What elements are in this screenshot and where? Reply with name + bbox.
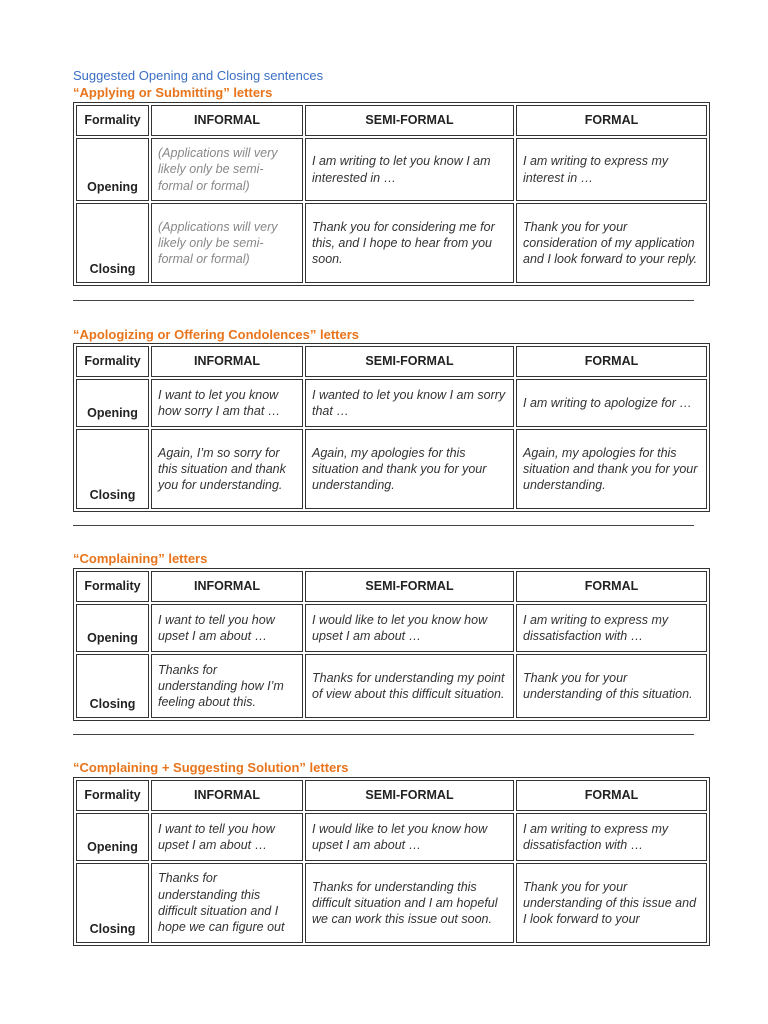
cell-opening-informal: (Applications will very likely only be semi-formal or formal) <box>151 138 303 201</box>
row-label-closing: Closing <box>76 203 149 283</box>
table-row-opening <box>76 379 707 427</box>
cell-opening-semi-formal: I would like to let you know how upset I am about … <box>305 813 514 861</box>
cell-closing-informal: Again, I’m so sorry for this situation and thank you for understanding. <box>151 429 303 509</box>
cell-opening-formal: I am writing to express my dissatisfaction with … <box>516 813 707 861</box>
table-row-opening <box>76 604 707 652</box>
table-row-opening <box>76 813 707 861</box>
cell-closing-formal: Again, my apologies for this situation and thank you for your understanding. <box>516 429 707 509</box>
header-informal: INFORMAL <box>151 571 303 602</box>
header-formality: Formality <box>76 780 149 811</box>
row-label-closing: Closing <box>76 863 149 943</box>
cell-opening-informal: I want to tell you how upset I am about … <box>151 813 303 861</box>
cell-closing-informal: Thanks for understanding how I’m feeling about this. <box>151 654 303 718</box>
header-formal: FORMAL <box>516 105 707 136</box>
cell-closing-formal: Thank you for your understanding of this situation. <box>516 654 707 718</box>
cell-closing-semi-formal: Thanks for understanding this difficult situation and I am hopeful we can work this issue out soon. <box>305 863 514 943</box>
cell-opening-semi-formal: I would like to let you know how upset I am about … <box>305 604 514 652</box>
table-applying <box>73 102 710 286</box>
table-header-row <box>76 780 707 811</box>
cell-opening-semi-formal: I am writing to let you know I am interested in … <box>305 138 514 201</box>
section-heading-applying: “Applying or Submitting” letters <box>73 85 273 100</box>
table-header-row <box>76 105 707 136</box>
cell-opening-formal: I am writing to express my dissatisfaction with … <box>516 604 707 652</box>
header-semi-formal: SEMI-FORMAL <box>305 780 514 811</box>
header-informal: INFORMAL <box>151 780 303 811</box>
table-row-closing <box>76 654 707 718</box>
section-heading-complaining: “Complaining” letters <box>73 551 208 566</box>
table-header-row <box>76 571 707 602</box>
cell-closing-semi-formal: Thank you for considering me for this, and I hope to hear from you soon. <box>305 203 514 283</box>
header-formality: Formality <box>76 346 149 377</box>
table-complaining <box>73 568 710 721</box>
header-informal: INFORMAL <box>151 346 303 377</box>
section-heading-complaining-solution: “Complaining + Suggesting Solution” letters <box>73 760 349 775</box>
row-label-opening: Opening <box>76 604 149 652</box>
cell-closing-informal: Thanks for understanding this difficult situation and I hope we can figure out <box>151 863 303 943</box>
table-row-opening <box>76 138 707 201</box>
cell-closing-semi-formal: Thanks for understanding my point of view about this difficult situation. <box>305 654 514 718</box>
row-label-closing: Closing <box>76 429 149 509</box>
header-semi-formal: SEMI-FORMAL <box>305 571 514 602</box>
cell-opening-informal: I want to let you know how sorry I am that … <box>151 379 303 427</box>
cell-opening-formal: I am writing to express my interest in … <box>516 138 707 201</box>
header-formal: FORMAL <box>516 780 707 811</box>
section-divider <box>73 300 694 301</box>
cell-opening-formal: I am writing to apologize for … <box>516 379 707 427</box>
table-apologizing <box>73 343 710 512</box>
cell-closing-formal: Thank you for your consideration of my application and I look forward to your reply. <box>516 203 707 283</box>
cell-opening-informal: I want to tell you how upset I am about … <box>151 604 303 652</box>
header-formality: Formality <box>76 571 149 602</box>
document-title: Suggested Opening and Closing sentences <box>73 68 324 83</box>
header-formality: Formality <box>76 105 149 136</box>
header-semi-formal: SEMI-FORMAL <box>305 346 514 377</box>
cell-closing-formal: Thank you for your understanding of this issue and I look forward to your <box>516 863 707 943</box>
section-heading-apologizing: “Apologizing or Offering Condolences” letters <box>73 327 360 342</box>
table-row-closing <box>76 863 707 943</box>
header-formal: FORMAL <box>516 571 707 602</box>
table-row-closing <box>76 429 707 509</box>
table-complaining-solution <box>73 777 710 946</box>
cell-closing-informal: (Applications will very likely only be semi-formal or formal) <box>151 203 303 283</box>
row-label-closing: Closing <box>76 654 149 718</box>
row-label-opening: Opening <box>76 138 149 201</box>
header-semi-formal: SEMI-FORMAL <box>305 105 514 136</box>
section-divider <box>73 525 694 526</box>
table-row-closing <box>76 203 707 283</box>
section-divider <box>73 734 694 735</box>
cell-closing-semi-formal: Again, my apologies for this situation and thank you for your understanding. <box>305 429 514 509</box>
table-header-row <box>76 346 707 377</box>
row-label-opening: Opening <box>76 813 149 861</box>
header-informal: INFORMAL <box>151 105 303 136</box>
header-formal: FORMAL <box>516 346 707 377</box>
row-label-opening: Opening <box>76 379 149 427</box>
cell-opening-semi-formal: I wanted to let you know I am sorry that … <box>305 379 514 427</box>
